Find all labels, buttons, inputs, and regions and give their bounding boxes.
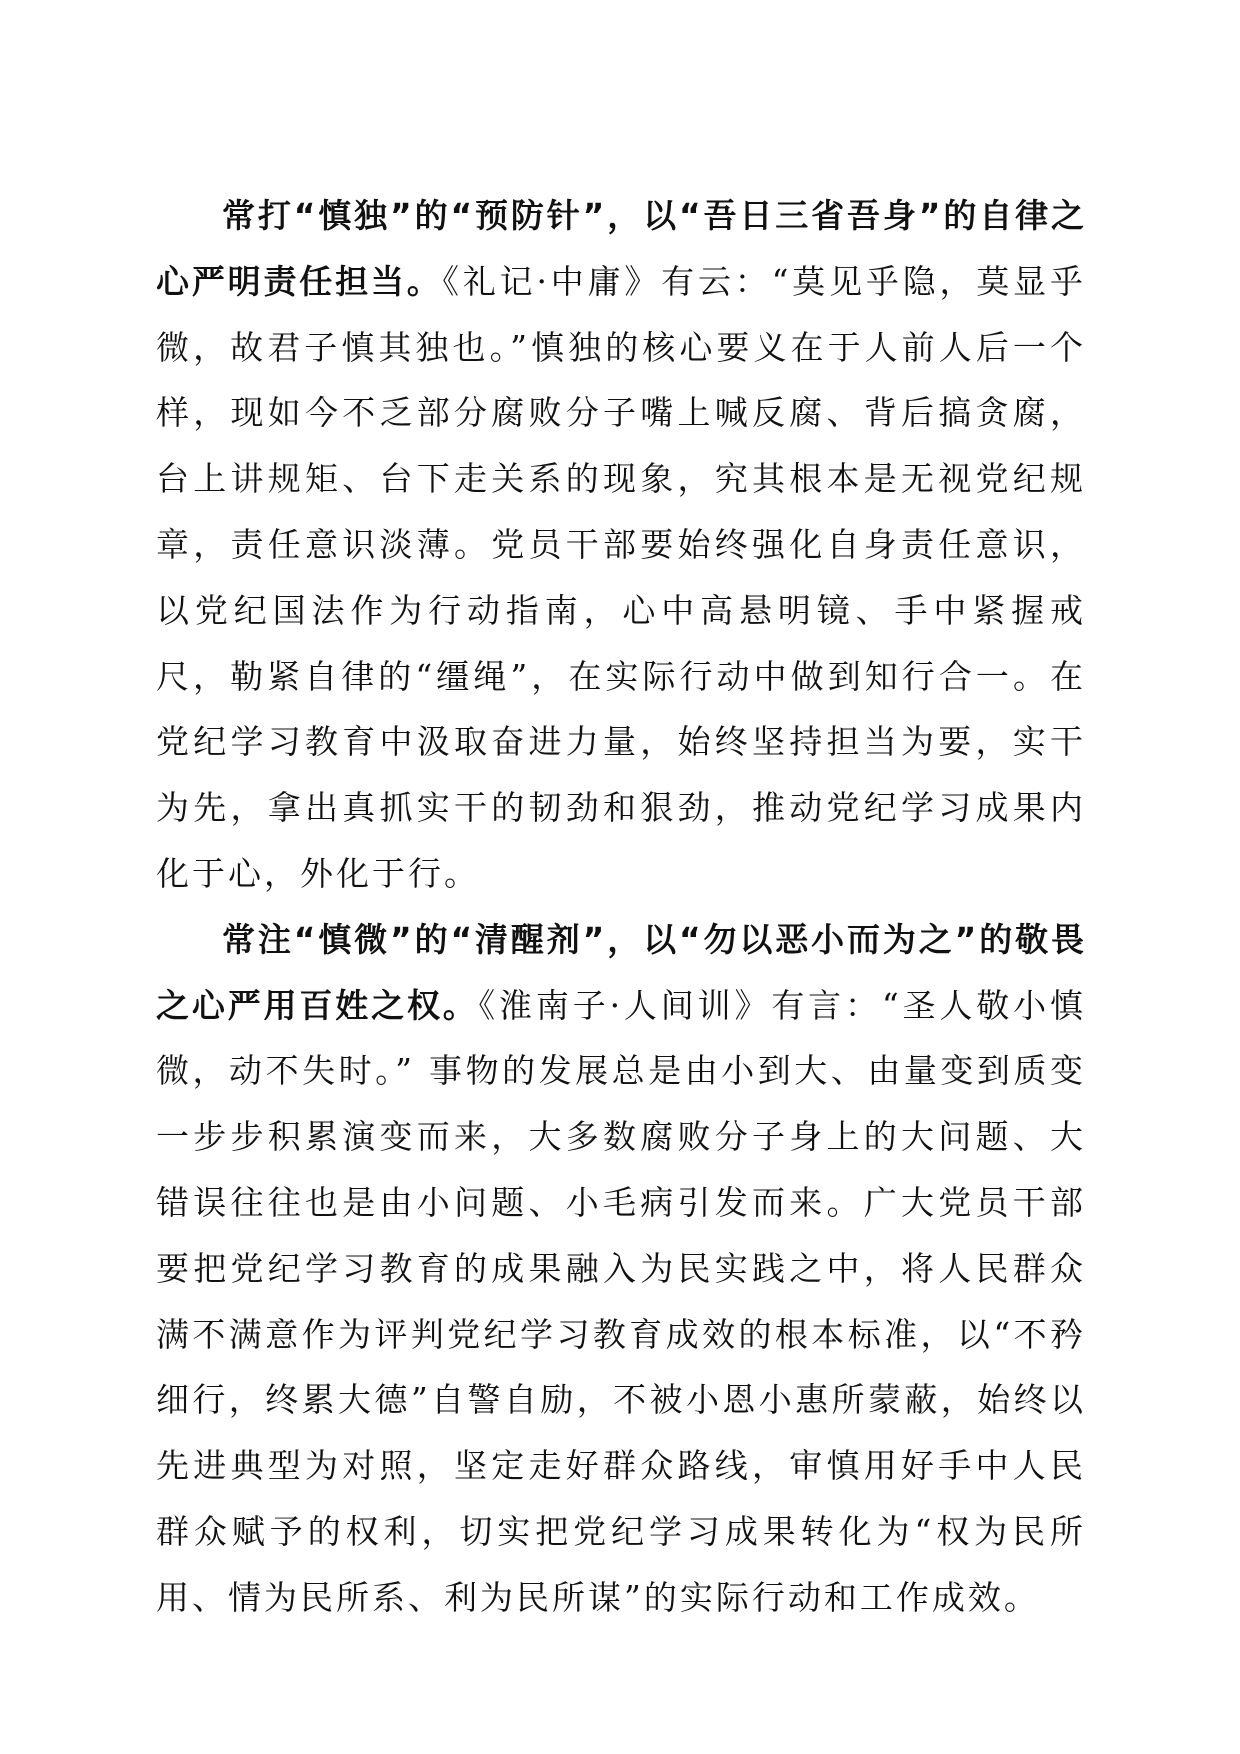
- paragraph-2-lead: 常注“慎微”的“清醒剂”，以“勿以恶小而为之”的敬畏之心严用百姓之权。: [156, 919, 1086, 1025]
- article-body: [156, 183, 1086, 1631]
- paragraph-1: [156, 183, 1086, 907]
- paragraph-1-lead: 常打“慎独”的“预防针”，以“吾日三省吾身”的自律之心严明责任担当。: [156, 196, 1086, 301]
- paragraph-1-body: 《礼记·中庸》有云：“莫见乎隐，莫显乎微，故君子慎其独也。”慎独的核心要义在于人前人后一个样，现如今不乏部分腐败分子嘴上喊反腐、背后搞贪腐，台上讲规矩、台下走关系的现象，究其根本是无视党纪规章，责任意识淡薄。党员干部要始终强化自身责任意识，以党纪国法作为行动指南，心中高悬明镜、手中紧握戒尺，勒紧自律的“缰绳”，在实际行动中做到知行合一。在党纪学习教育中汲取奋进力量，始终坚持担当为要，实干为先，拿出真抓实干的韧劲和狠劲，推动党纪学习成果内化于心，外化于行。: [156, 261, 1086, 893]
- paragraph-2-body: 《淮南子·人间训》有言：“圣人敬小慎微，动不失时。” 事物的发展总是由小到大、由量变到质变一步步积累演变而来，大多数腐败分子身上的大问题、大错误往往也是由小问题、小毛病引发而来。广大党员干部要把党纪学习教育的成果融入为民实践之中，将人民群众满不满意作为评判党纪学习教育成效的根本标准，以“不矜细行，终累大德”自警自励，不被小恩小惠所蒙蔽，始终以先进典型为对照，坚定走好群众路线，审慎用好手中人民群众赋予的权利，切实把党纪学习成果转化为“权为民所用、情为民所系、利为民所谋”的实际行动和工作成效。: [156, 985, 1086, 1617]
- paragraph-2: [156, 907, 1086, 1631]
